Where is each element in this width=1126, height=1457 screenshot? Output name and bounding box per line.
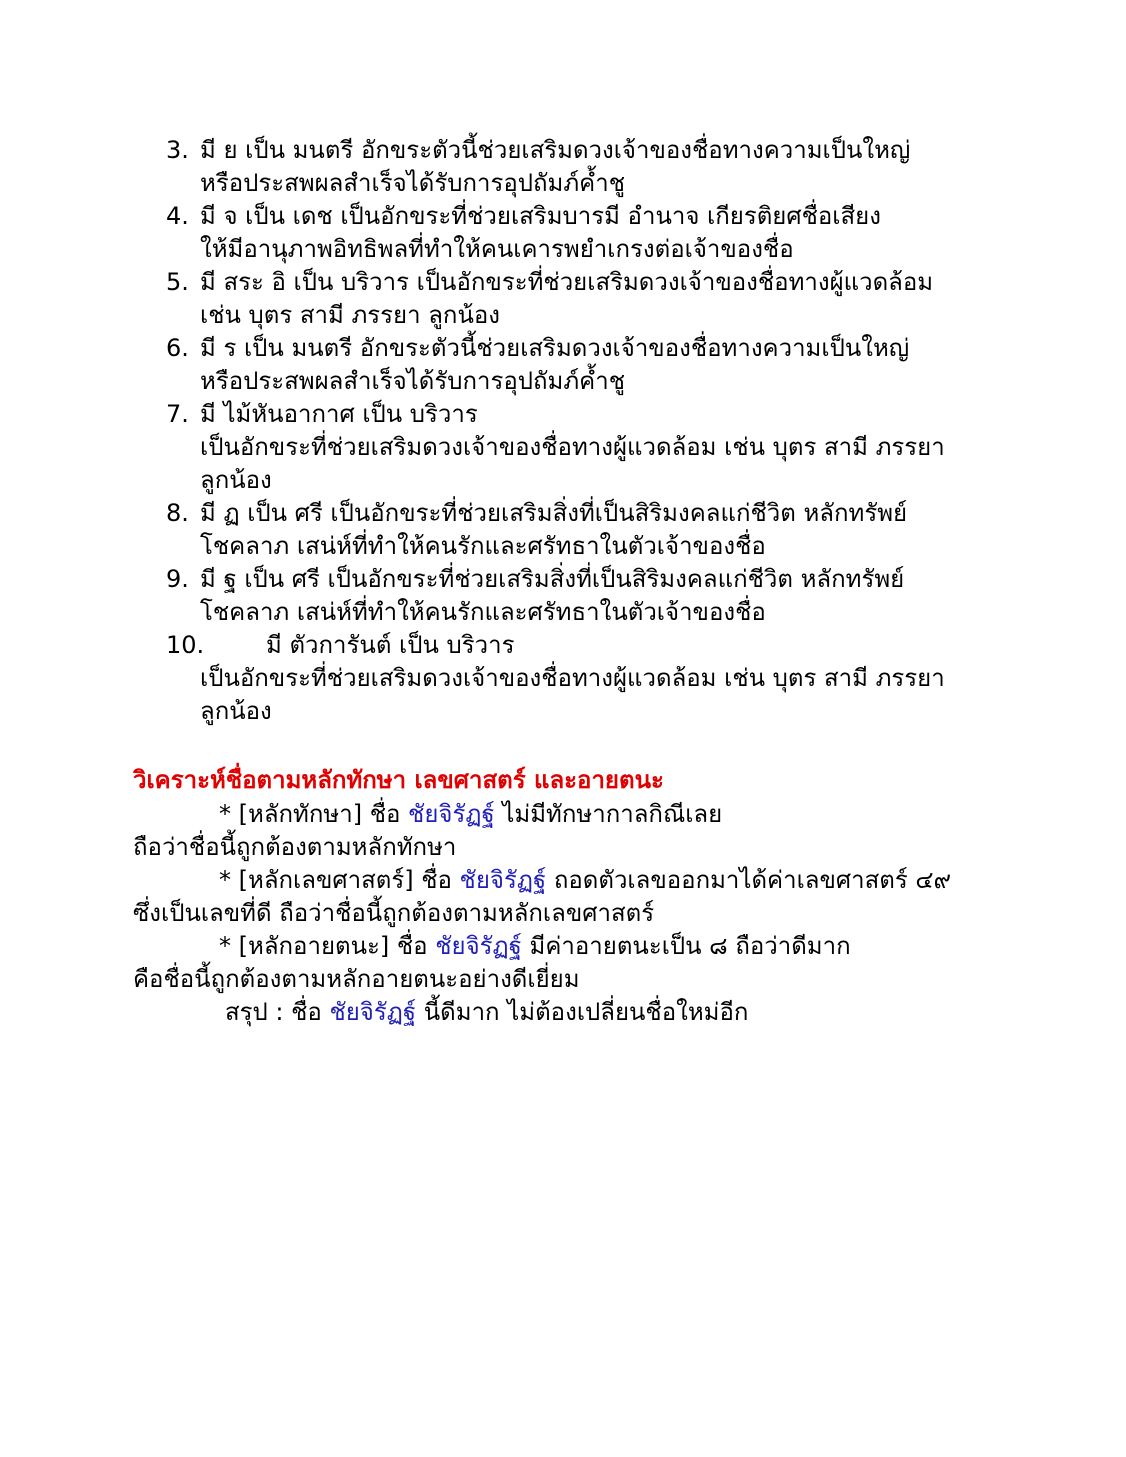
list-item-line: มี สระ อิ เป็น บริวาร เป็นอักขระที่ช่วยเสริมดวงเจ้าของชื่อทางผู้แวดล้อม <box>200 268 934 296</box>
list-item-line: หรือประสพผลสำเร็จได้รับการอุปถัมภ์ค้ำชู <box>200 367 625 395</box>
summary-line <box>133 996 1013 1029</box>
text-run: นี้ดีมาก ไม่ต้องเปลี่ยนชื่อใหม่อีก <box>416 998 749 1026</box>
list-item-body <box>200 398 1006 497</box>
list-item-body <box>200 266 1006 332</box>
list-item-line: เช่น บุตร สามี ภรรยา ลูกน้อง <box>200 301 500 329</box>
list-item <box>166 332 1006 398</box>
highlighted-name: ชัยจิรัฏฐ์ <box>408 800 495 828</box>
list-number: 9. <box>166 565 189 593</box>
list-item-body <box>200 497 1006 563</box>
list-item <box>166 134 1006 200</box>
list-item-line: หรือประสพผลสำเร็จได้รับการอุปถัมภ์ค้ำชู <box>200 169 625 197</box>
list-item-line: มี ตัวการันต์ เป็น บริวาร <box>266 631 515 659</box>
list-number: 3. <box>166 136 189 164</box>
paragraph-ayatana <box>133 930 1013 963</box>
list-item-body <box>200 332 1006 398</box>
text-run: มีค่าอายตนะเป็น ๘ ถือว่าดีมาก <box>521 932 851 960</box>
text-run: ถอดตัวเลขออกมาได้ค่าเลขศาสตร์ ๔๙ <box>546 866 952 894</box>
list-item-line: มี ฐ เป็น ศรี เป็นอักขระที่ช่วยเสริมสิ่งที่เป็นสิริมงคลแก่ชีวิต หลักทรัพย์ <box>200 565 905 593</box>
list-number: 5. <box>166 268 189 296</box>
list-item-body <box>200 629 1006 728</box>
list-item-body <box>200 200 1006 266</box>
list-item-line: มี ย เป็น มนตรี อักขระตัวนี้ช่วยเสริมดวงเจ้าของชื่อทางความเป็นใหญ่ <box>200 136 911 164</box>
list-item <box>166 629 1006 728</box>
analysis-section <box>133 762 1013 1029</box>
list-number: 4. <box>166 202 189 230</box>
list-item <box>166 200 1006 266</box>
list-item-body <box>200 563 1006 629</box>
paragraph-line: ถือว่าชื่อนี้ถูกต้องตามหลักทักษา <box>133 833 457 861</box>
paragraph-line: คือชื่อนี้ถูกต้องตามหลักอายตนะอย่างดีเยี่ยม <box>133 965 580 993</box>
highlighted-name: ชัยจิรัฏฐ์ <box>435 932 522 960</box>
list-item-line: โชคลาภ เสน่ห์ที่ทำให้คนรักและศรัทธาในตัวเจ้าของชื่อ <box>200 598 766 626</box>
list-item-line: โชคลาภ เสน่ห์ที่ทำให้คนรักและศรัทธาในตัวเจ้าของชื่อ <box>200 532 766 560</box>
list-item-line: มี จ เป็น เดช เป็นอักขระที่ช่วยเสริมบารมี อำนาจ เกียรติยศชื่อเสียง <box>200 202 881 230</box>
paragraph-thaksa <box>133 798 1013 831</box>
text-run: * [หลักทักษา] ชื่อ <box>219 800 409 828</box>
list-item-line: ลูกน้อง <box>200 697 272 725</box>
list-number: 10. <box>166 631 205 659</box>
analysis-heading: วิเคราะห์ชื่อตามหลักทักษา เลขศาสตร์ และอายตนะ <box>133 766 664 794</box>
list-number: 7. <box>166 400 189 428</box>
list-item-line: มี ไม้หันอากาศ เป็น บริวาร <box>200 400 478 428</box>
text-run: สรุป : ชื่อ <box>225 998 330 1026</box>
list-item-line: ลูกน้อง <box>200 466 272 494</box>
list-item <box>166 398 1006 497</box>
highlighted-name: ชัยจิรัฏฐ์ <box>329 998 417 1026</box>
list-number: 8. <box>166 499 189 527</box>
list-item <box>166 497 1006 563</box>
text-run: ไม่มีทักษากาลกิณีเลย <box>494 800 723 828</box>
list-item-line: เป็นอักขระที่ช่วยเสริมดวงเจ้าของชื่อทางผู้แวดล้อม เช่น บุตร สามี ภรรยา <box>200 664 945 692</box>
list-item-body <box>200 134 1006 200</box>
numbered-list <box>166 134 1006 728</box>
list-number: 6. <box>166 334 189 362</box>
highlighted-name: ชัยจิรัฏฐ์ <box>459 866 547 894</box>
text-run: * [หลักอายตนะ] ชื่อ <box>219 932 436 960</box>
list-item-line: มี ฏ เป็น ศรี เป็นอักขระที่ช่วยเสริมสิ่งที่เป็นสิริมงคลแก่ชีวิต หลักทรัพย์ <box>200 499 908 527</box>
paragraph-numerology <box>133 864 1013 897</box>
list-item-line: มี ร เป็น มนตรี อักขระตัวนี้ช่วยเสริมดวงเจ้าของชื่อทางความเป็นใหญ่ <box>200 334 910 362</box>
list-item-line: เป็นอักขระที่ช่วยเสริมดวงเจ้าของชื่อทางผู้แวดล้อม เช่น บุตร สามี ภรรยา <box>200 433 945 461</box>
paragraph-line: ซึ่งเป็นเลขที่ดี ถือว่าชื่อนี้ถูกต้องตามหลักเลขศาสตร์ <box>133 899 655 927</box>
list-item <box>166 563 1006 629</box>
list-item <box>166 266 1006 332</box>
list-item-line: ให้มีอานุภาพอิทธิพลที่ทำให้คนเคารพยำเกรงต่อเจ้าของชื่อ <box>200 235 794 263</box>
text-run: * [หลักเลขศาสตร์] ชื่อ <box>219 866 460 894</box>
